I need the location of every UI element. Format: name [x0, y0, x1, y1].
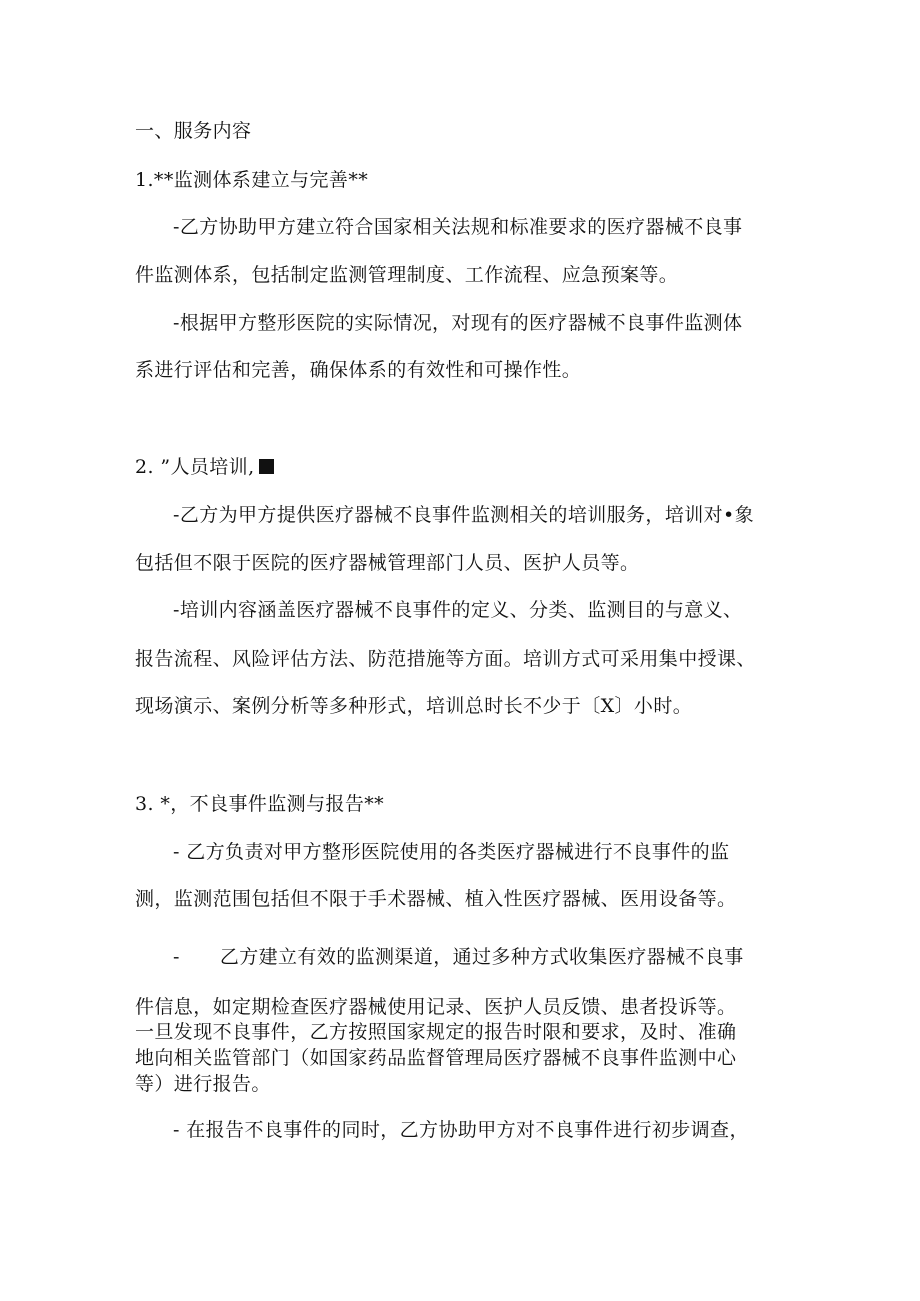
item3-paragraph2-line2: 件信息，如定期检查医疗器械使用记录、医护人员反馈、患者投诉等。	[135, 996, 737, 1018]
item3-paragraph2-line1-row	[173, 945, 744, 969]
item3-paragraph2-line4: 地向相关监管部门（如国家药品监督管理局医疗器械不良事件监测中心	[135, 1047, 737, 1069]
item1-paragraph1-line1: -乙方协助甲方建立符合国家相关法规和标准要求的医疗器械不良事	[173, 216, 743, 238]
item3-paragraph1-line2: 测，监测范围包括但不限于手术器械、植入性医疗器械、医用设备等。	[135, 888, 737, 910]
item3-paragraph2-line3: 一旦发现不良事件，乙方按照国家规定的报告时限和要求，及时、准确	[135, 1021, 737, 1043]
item2-paragraph2-line3: 现场演示、案例分析等多种形式，培训总时长不少于〔X〕小时。	[135, 695, 693, 717]
black-square-icon	[259, 459, 274, 474]
item3-paragraph2-dash: -	[173, 946, 180, 968]
item1-paragraph2-line1: -根据甲方整形医院的实际情况，对现有的医疗器械不良事件监测体	[173, 312, 743, 334]
item2-paragraph1-line1: -乙方为甲方提供医疗器械不良事件监测相关的培训服务，培训对•象	[173, 504, 755, 526]
section-heading: 一、服务内容	[135, 120, 252, 142]
item3-title: 3. *，不良事件监测与报告**	[135, 793, 385, 815]
item3-paragraph2-line5: 等）进行报告。	[135, 1073, 271, 1095]
item1-paragraph1-line2: 件监测体系，包括制定监测管理制度、工作流程、应急预案等。	[135, 264, 679, 286]
item2-paragraph2-line1: -培训内容涵盖医疗器械不良事件的定义、分类、监测目的与意义、	[173, 599, 743, 621]
item3-paragraph1-line1: - 乙方负责对甲方整形医院使用的各类医疗器械进行不良事件的监	[173, 841, 730, 863]
item1-title: 1.**监测体系建立与完善**	[135, 169, 369, 191]
item3-paragraph2-line1: 乙方建立有效的监测渠道，通过多种方式收集医疗器械不良事	[219, 946, 744, 968]
item2-title-row	[135, 455, 274, 479]
item2-paragraph2-line2: 报告流程、风险评估方法、防范措施等方面。培训方式可采用集中授课、	[135, 648, 756, 670]
item1-paragraph2-line2: 系进行评估和完善，确保体系的有效性和可操作性。	[135, 359, 582, 381]
item3-paragraph3-line1: - 在报告不良事件的同时，乙方协助甲方对不良事件进行初步调查，	[173, 1119, 749, 1141]
item2-title: 2. ”人员培训,	[135, 456, 255, 478]
item2-paragraph1-line2: 包括但不限于医院的医疗器械管理部门人员、医护人员等。	[135, 552, 640, 574]
